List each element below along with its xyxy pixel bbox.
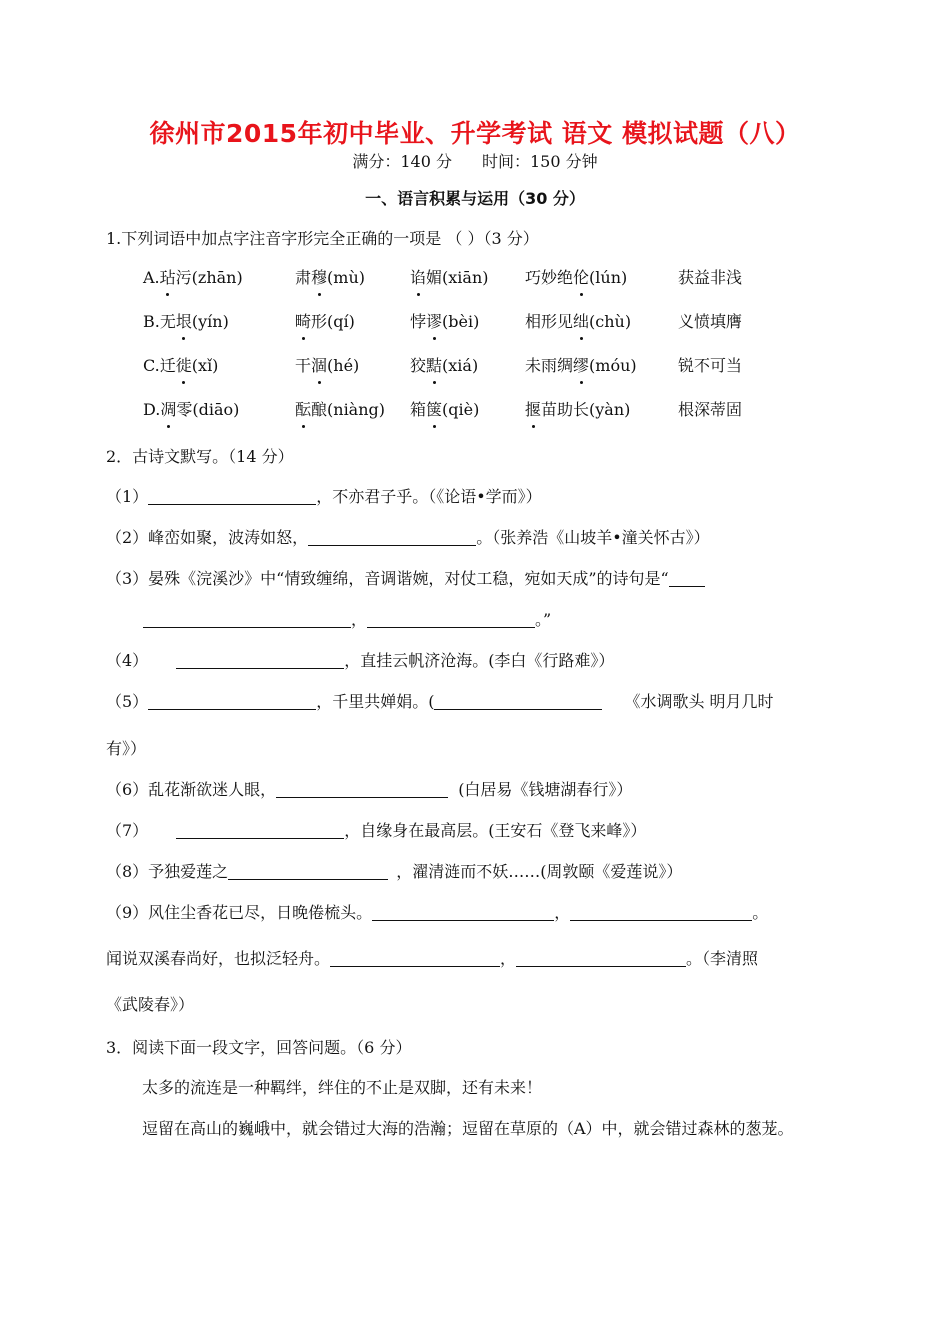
option-label: A. (143, 268, 160, 287)
total-score: 满分：140 分 (352, 152, 452, 171)
line-text: (白居易《钱塘湖春行》） (458, 780, 633, 799)
answer-blank[interactable] (669, 568, 705, 587)
answer-blank[interactable] (276, 779, 448, 798)
option-d-word: 揠苗助长(yàn) (525, 400, 631, 419)
option-b-word: 畸形(qí) (295, 312, 355, 331)
recitation-line-3 (106, 568, 705, 590)
emphasized-character: 绌 (573, 312, 590, 331)
option-a-word: 获益非浅 (678, 268, 743, 287)
answer-blank[interactable] (176, 650, 344, 669)
answer-blank[interactable] (570, 902, 752, 921)
line-text: （2）峰峦如聚，波涛如怒， (106, 528, 309, 547)
line-text: 《水调歌头 明月几时 (624, 692, 774, 711)
recitation-line-1 (106, 486, 542, 508)
line-number: （7） (106, 821, 149, 840)
option-c-word: 未雨绸缪(móu) (525, 356, 637, 375)
line-text: ， (554, 903, 571, 922)
page-title: 徐州市2015年初中毕业、升学考试 语文 模拟试题（八） (149, 119, 801, 148)
option-d-word: D.凋零(diāo) (143, 400, 240, 419)
recitation-line-4 (106, 650, 614, 672)
recitation-line-9-cont (106, 948, 758, 970)
option-d-word: 酝酿(niàng) (295, 400, 386, 419)
emphasized-character: 涸 (311, 356, 328, 375)
line-text: ，千里共婵娟。( (316, 692, 435, 711)
option-a-word: 巧妙绝伦(lún) (525, 268, 628, 287)
line-text: ， (500, 949, 517, 968)
option-a-word: 肃穆(mù) (295, 268, 365, 287)
option-d-word: 根深蒂固 (678, 400, 743, 419)
line-text: （9）风住尘香花已尽，日晚倦梳头。 (106, 903, 373, 922)
section-heading: 一、语言积累与运用（30 分） (365, 189, 585, 208)
exam-time: 时间：150 分钟 (482, 152, 598, 171)
line-text: （8）予独爱莲之 (106, 862, 229, 881)
emphasized-character: 谄 (410, 268, 427, 287)
line-text: 闻说双溪春尚好，也拟泛轻舟。 (106, 949, 331, 968)
recitation-line-6 (106, 779, 632, 801)
option-c-word: C.迁徙(xǐ) (143, 356, 219, 375)
line-number: （1） (106, 487, 149, 506)
emphasized-character: 徙 (175, 356, 192, 375)
option-b-word: 义愤填膺 (678, 312, 743, 331)
question-2-stem: 2．古诗文默写。（14 分） (106, 447, 294, 466)
recitation-line-3-cont (143, 609, 551, 631)
line-text: ，不亦君子乎。（《论语•学而》） (316, 487, 542, 506)
line-text: ，直挂云帆济沧海。(李白《行路难》） (344, 651, 615, 670)
emphasized-character: 穆 (311, 268, 328, 287)
emphasized-character: 揠 (525, 400, 542, 419)
line-text: 。（张养浩《山坡羊•潼关怀古》） (476, 528, 710, 547)
emphasized-character: 伦 (573, 268, 590, 287)
option-label: C. (143, 356, 160, 375)
answer-blank[interactable] (330, 948, 500, 967)
line-text: ， (351, 610, 368, 629)
option-c-word: 狡黠(xiá) (410, 356, 479, 375)
option-label: D. (143, 400, 161, 419)
line-text: 。 (752, 903, 769, 922)
recitation-line-9-source: 《武陵春》） (106, 995, 195, 1014)
line-number: （4） (106, 651, 149, 670)
answer-blank[interactable] (148, 486, 316, 505)
emphasized-character: 畸 (295, 312, 312, 331)
option-label: B. (143, 312, 160, 331)
recitation-line-5 (106, 691, 774, 713)
recitation-line-2 (106, 527, 710, 549)
emphasized-character: 凋 (160, 400, 177, 419)
recitation-line-5-cont: 有》） (106, 739, 147, 758)
emphasized-character: 缪 (573, 356, 590, 375)
answer-blank[interactable] (143, 609, 351, 628)
emphasized-character: 谬 (426, 312, 443, 331)
line-number: （5） (106, 692, 149, 711)
option-a-word: A.玷污(zhān) (143, 268, 243, 287)
option-c-word: 干涸(hé) (295, 356, 360, 375)
line-text: 。” (535, 610, 552, 629)
option-b-word: B.无垠(yín) (143, 312, 229, 331)
answer-blank[interactable] (372, 902, 554, 921)
emphasized-character: 垠 (175, 312, 192, 331)
option-d-word: 箱箧(qiè) (410, 400, 480, 419)
line-text: ，濯清涟而不妖……(周敦颐《爱莲说》） (396, 862, 683, 881)
passage-paragraph-1: 太多的流连是一种羁绊，绊住的不止是双脚，还有未来！ (142, 1078, 543, 1097)
answer-blank[interactable] (367, 609, 535, 628)
recitation-line-9 (106, 902, 768, 924)
option-b-word: 相形见绌(chù) (525, 312, 632, 331)
answer-blank[interactable] (308, 527, 476, 546)
answer-blank[interactable] (228, 861, 388, 880)
option-b-word: 悖谬(bèi) (410, 312, 480, 331)
recitation-line-8 (106, 861, 682, 883)
emphasized-character: 玷 (159, 268, 176, 287)
exam-info (0, 149, 950, 172)
line-text: 。（李清照 (686, 949, 759, 968)
emphasized-character: 黠 (426, 356, 443, 375)
option-a-word: 谄媚(xiān) (410, 268, 489, 287)
emphasized-character: 酝 (295, 400, 312, 419)
passage-paragraph-2: 逗留在高山的巍峨中，就会错过大海的浩瀚；逗留在草原的（A）中，就会错过森林的葱茏。 (142, 1119, 794, 1138)
option-c-word: 锐不可当 (678, 356, 743, 375)
question-1-stem: 1.下列词语中加点字注音字形完全正确的一项是 （ ）（3 分） (106, 229, 539, 248)
answer-blank[interactable] (176, 820, 344, 839)
emphasized-character: 箧 (426, 400, 443, 419)
question-3-stem: 3．阅读下面一段文字，回答问题。（6 分） (106, 1038, 412, 1057)
answer-blank[interactable] (434, 691, 602, 710)
line-text: （6）乱花渐欲迷人眼， (106, 780, 277, 799)
line-text: （3）晏殊《浣溪沙》中“情致缠绵，音调谐婉，对仗工稳，宛如天成”的诗句是“ (106, 569, 669, 588)
recitation-line-7 (106, 820, 646, 842)
answer-blank[interactable] (516, 948, 686, 967)
answer-blank[interactable] (148, 691, 316, 710)
line-text: ，自缘身在最高层。(王安石《登飞来峰》） (344, 821, 647, 840)
